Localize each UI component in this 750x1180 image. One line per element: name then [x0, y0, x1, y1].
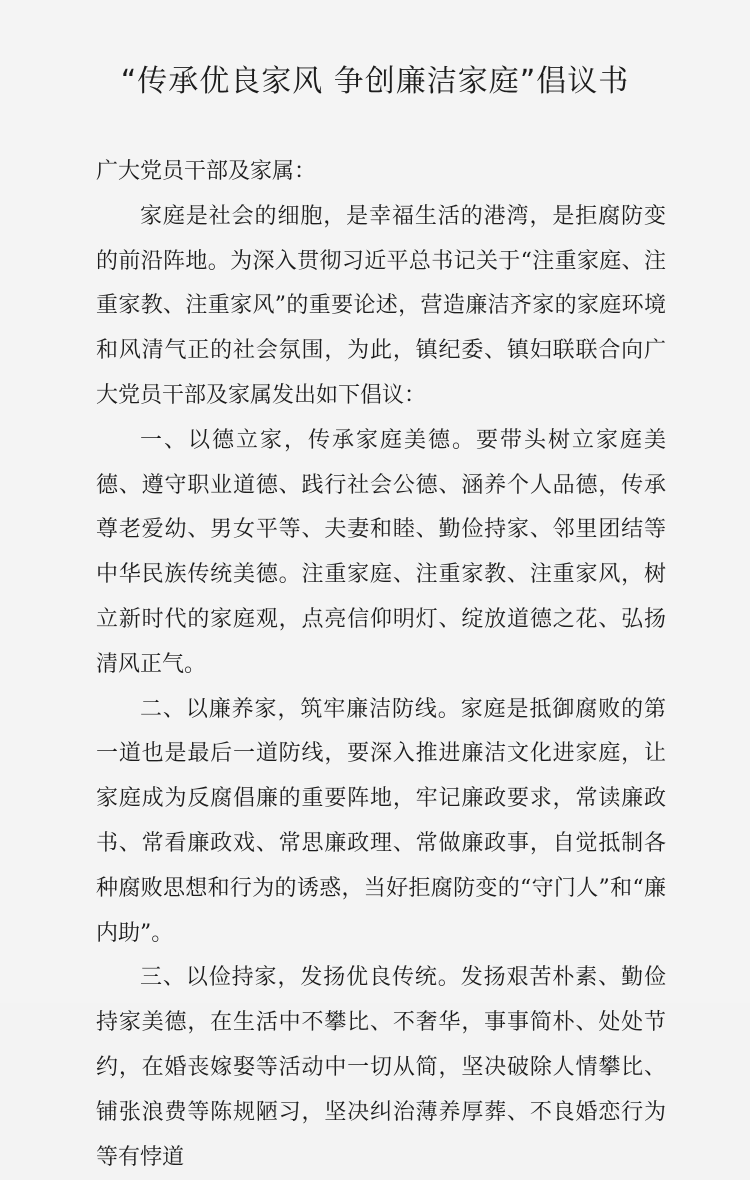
paragraph-virtue: 一、以德立家，传承家庭美德。要带头树立家庭美德、遵守职业道德、践行社会公德、涵养个人品德，传承尊老爱幼、男女平等、夫妻和睦、勤俭持家、邻里团结等中华民族传统美德。注重家庭、注重家教、注重家风，树立新时代的家庭观，点亮信仰明灯、绽放道德之花、弘扬清风正气。 — [96, 427, 666, 677]
document-title: “传承优良家风 争创廉洁家庭”倡议书 — [120, 64, 630, 99]
paragraph-frugality: 三、以俭持家，发扬优良传统。发扬艰苦朴素、勤俭持家美德，在生活中不攀比、不奢华，事事简朴、处处节约，在婚丧嫁娶等活动中一切从简，坚决破除人情攀比、铺张浪费等陈规陋习，坚决纠治薄养厚葬、不良婚恋行为等有悖道 — [96, 965, 666, 1170]
document-body — [96, 150, 666, 1180]
paragraph-intro: 家庭是社会的细胞，是幸福生活的港湾，是拒腐防变的前沿阵地。为深入贯彻习近平总书记关于“注重家庭、注重家教、注重家风”的重要论述，营造廉洁齐家的家庭环境和风清气正的社会氛围，为此，镇纪委、镇妇联联合向广大党员干部及家属发出如下倡议： — [96, 203, 666, 408]
paragraph-integrity: 二、以廉养家，筑牢廉洁防线。家庭是抵御腐败的第一道也是最后一道防线，要深入推进廉洁文化进家庭，让家庭成为反腐倡廉的重要阵地，牢记廉政要求，常读廉政书、常看廉政戏、常思廉政理、常做廉政事，自觉抵制各种腐败思想和行为的诱惑，当好拒腐防变的“守门人”和“廉内助”。 — [96, 696, 666, 946]
salutation: 广大党员干部及家属： — [96, 159, 317, 184]
